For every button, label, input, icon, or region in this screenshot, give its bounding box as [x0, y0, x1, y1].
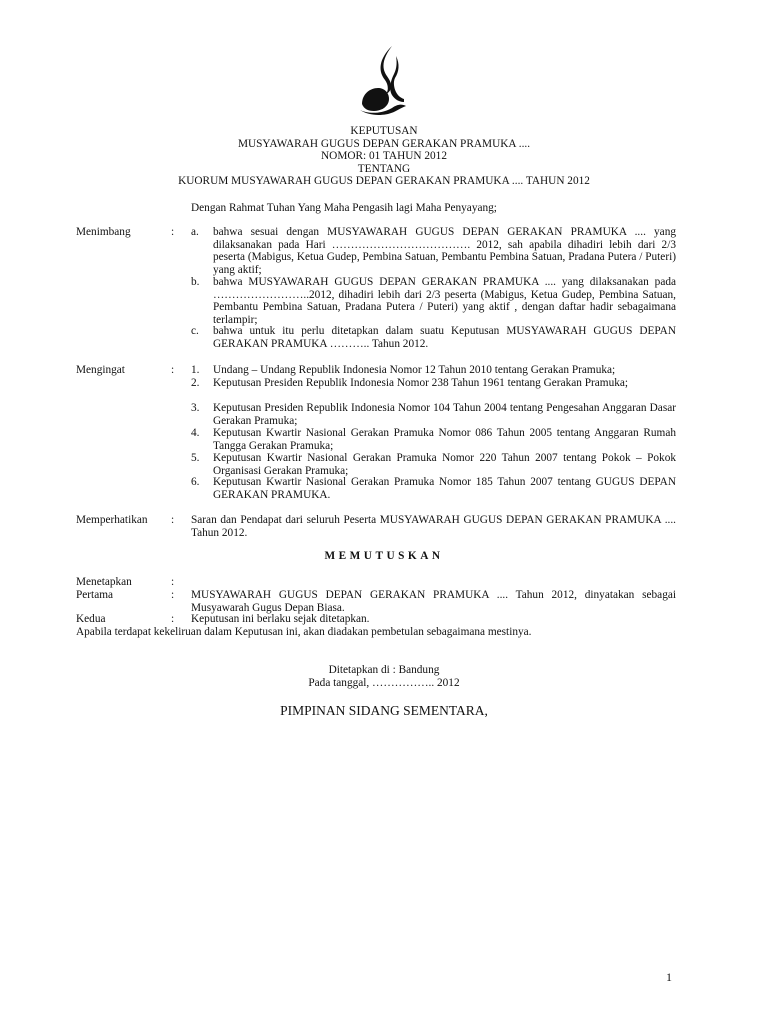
mengingat-item: [191, 476, 676, 501]
memutuskan-heading: MEMUTUSKAN: [324, 550, 444, 562]
document-header: [0, 125, 768, 188]
item-text: bahwa sesuai dengan MUSYAWARAH GUGUS DEPAN GERAKAN PRAMUKA .... yang dilaksanakan pada Hari ………………………………. 2012, sah apabila dihadiri lebih dari 2/3 peserta (Mabigus, Ketua Gudep, Pembina Satuan, Pembantu Pembina Satuan, Pradana Putera / Puteri) yang aktif;: [213, 226, 676, 276]
menimbang-item: [191, 325, 676, 350]
kedua-label: Kedua: [76, 613, 106, 625]
mengingat-item: [191, 452, 676, 477]
mengingat-item: [191, 427, 676, 452]
menimbang-item: [191, 276, 676, 326]
tunas-kelapa-logo-icon: [358, 44, 408, 116]
item-marker: 6.: [191, 476, 200, 488]
mengingat-label: Mengingat: [76, 364, 125, 376]
header-number: NOMOR: 01 TAHUN 2012: [321, 150, 447, 162]
pertama-colon: :: [171, 589, 175, 601]
item-text: Keputusan Kwartir Nasional Gerakan Pramuka Nomor 220 Tahun 2007 tentang Pokok – Pokok Organisasi Gerakan Pramuka;: [213, 452, 676, 477]
item-marker: c.: [191, 325, 199, 337]
signoff-place: Ditetapkan di : Bandung: [328, 664, 440, 676]
item-marker: 5.: [191, 452, 200, 464]
item-text: Undang – Undang Republik Indonesia Nomor 12 Tahun 2010 tentang Gerakan Pramuka;: [213, 364, 616, 376]
mengingat-item: [191, 364, 676, 377]
pertama-text: MUSYAWARAH GUGUS DEPAN GERAKAN PRAMUKA .... Tahun 2012, dinyatakan sebagai Musyawarah Gugus Depan Biasa.: [191, 589, 676, 614]
menimbang-item: [191, 226, 676, 276]
page-number: 1: [666, 970, 672, 984]
memperhatikan-label: Memperhatikan: [76, 514, 148, 526]
item-text: Keputusan Presiden Republik Indonesia Nomor 104 Tahun 2004 tentang Pengesahan Anggaran Dasar Gerakan Pramuka;: [213, 402, 676, 427]
mengingat-item: [191, 377, 676, 390]
correction-note: Apabila terdapat kekeliruan dalam Keputusan ini, akan diadakan pembetulan sebagaimana mestinya.: [76, 626, 532, 638]
menimbang-colon: :: [171, 226, 175, 238]
item-marker: 4.: [191, 427, 200, 439]
menimbang-label: Menimbang: [76, 226, 131, 238]
menetapkan-label: Menetapkan: [76, 576, 132, 588]
item-text: Keputusan Kwartir Nasional Gerakan Pramuka Nomor 086 Tahun 2005 tentang Anggaran Rumah Tangga Gerakan Pramuka;: [213, 427, 676, 452]
item-marker: 3.: [191, 402, 200, 414]
memperhatikan-colon: :: [171, 514, 175, 526]
pertama-label: Pertama: [76, 589, 114, 601]
header-about: TENTANG: [357, 162, 411, 175]
kedua-text: Keputusan ini berlaku sejak ditetapkan.: [191, 613, 370, 625]
signatory-title: PIMPINAN SIDANG SEMENTARA,: [280, 703, 488, 718]
item-text: Keputusan Kwartir Nasional Gerakan Pramuka Nomor 185 Tahun 2007 tentang GUGUS DEPAN GERAKAN PRAMUKA.: [213, 476, 676, 501]
item-text: bahwa MUSYAWARAH GUGUS DEPAN GERAKAN PRAMUKA .... yang dilaksanakan pada ……………………..2012, dihadiri lebih dari 2/3 peserta (Mabigus, Ketua Gudep, Pembina Satuan, Pembantu Pembina Satuan, Pradana Putera / Puteri) yang aktif , dengan daftar hadir sebagaimana terlampir;: [213, 276, 676, 326]
mengingat-item: [191, 402, 676, 427]
item-marker: a.: [191, 226, 199, 238]
item-marker: 1.: [191, 364, 200, 376]
kedua-colon: :: [171, 613, 175, 625]
memperhatikan-text: Saran dan Pendapat dari seluruh Peserta MUSYAWARAH GUGUS DEPAN GERAKAN PRAMUKA .... Tahun 2012.: [191, 514, 676, 539]
signoff-date: Pada tanggal, …………….. 2012: [308, 677, 460, 689]
header-subject: KUORUM MUSYAWARAH GUGUS DEPAN GERAKAN PRAMUKA .... TAHUN 2012: [178, 175, 590, 187]
item-text: Keputusan Presiden Republik Indonesia Nomor 238 Tahun 1961 tentang Gerakan Pramuka;: [213, 377, 629, 389]
opening-line: Dengan Rahmat Tuhan Yang Maha Pengasih lagi Maha Penyayang;: [191, 202, 497, 214]
item-text: bahwa untuk itu perlu ditetapkan dalam suatu Keputusan MUSYAWARAH GUGUS DEPAN GERAKAN PRAMUKA ……….. Tahun 2012.: [213, 325, 676, 350]
menetapkan-colon: :: [171, 576, 175, 588]
header-title: KEPUTUSAN: [350, 125, 418, 137]
mengingat-colon: :: [171, 364, 175, 376]
item-marker: b.: [191, 276, 200, 288]
item-marker: 2.: [191, 377, 200, 389]
header-organization: MUSYAWARAH GUGUS DEPAN GERAKAN PRAMUKA ....: [237, 137, 531, 150]
